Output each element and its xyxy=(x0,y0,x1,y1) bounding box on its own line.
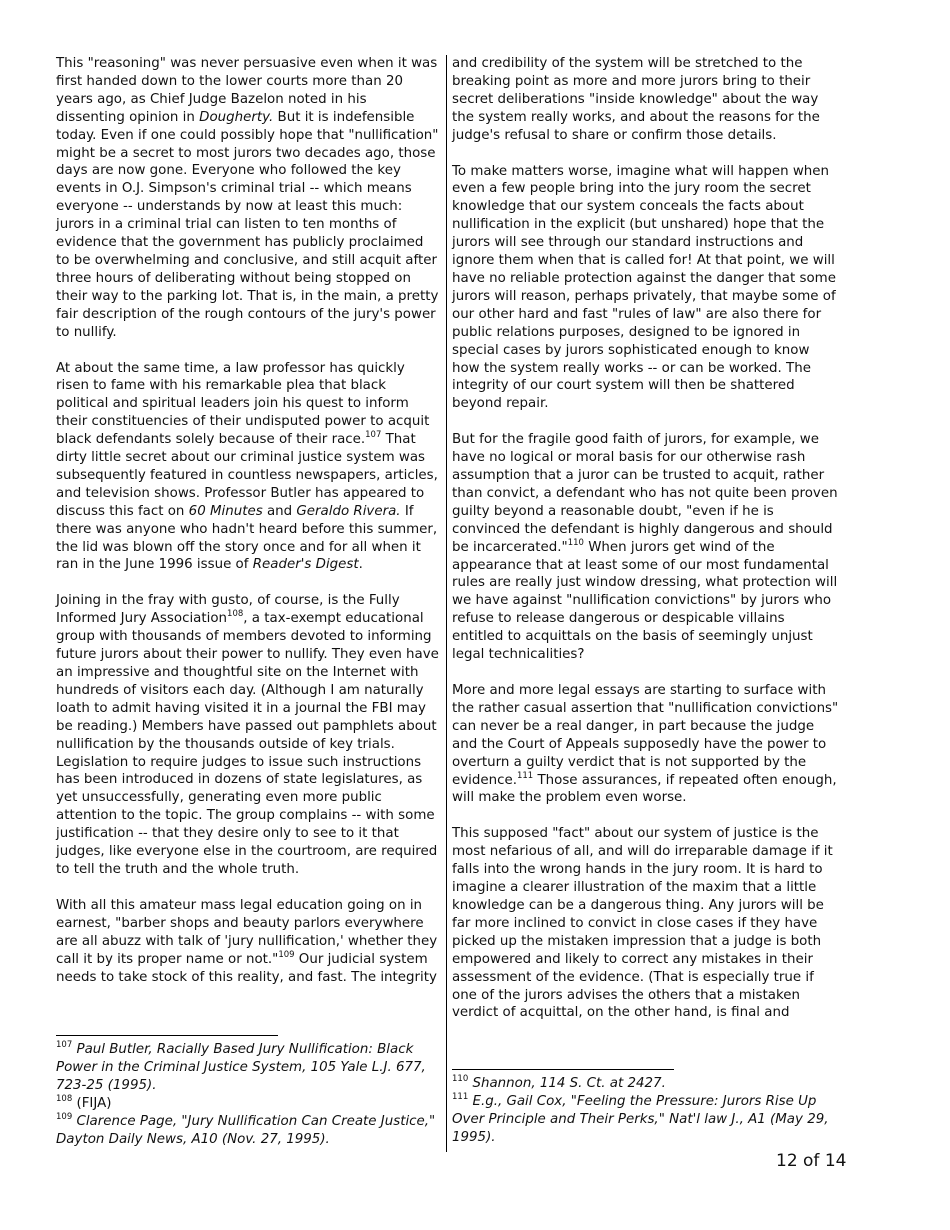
paragraph: At about the same time, a law professor has quickly risen to fame with his remarkable plea that black political and spiritual leaders join his quest to inform their constituencies of their undisputed power to acquit black defendants solely because of their race.$^{107}$ That dirty little secret about our criminal justice system was subsequently featured in countless newspapers, articles, and television shows. Professor Butler has appeared to discuss this fact on 60 Minutes and Geraldo Rivera. If there was anyone who hadn't heard before this summer, the lid was blown off the story once and for all when it ran in the June 1996 issue of Reader's Digest. xyxy=(56,360,438,573)
paragraph: More and more legal essays are starting to surface with the rather casual assertion that "nullification convictions" can never be a real danger, in part because the judge and the Court of Appeals supposedly have the power to overturn a guilty verdict that is not supported by the evidence.$^{111}$ Those assurances, if repeated often enough, will make the problem even worse. xyxy=(452,683,839,806)
paragraph: and credibility of the system will be stretched to the breaking point as more and more jurors bring to their secret deliberations "inside knowledge" about the way the system really works, and about the reasons for the judge's refusal to share or confirm those details. xyxy=(452,56,820,143)
footnote-rule xyxy=(452,1069,674,1070)
footnotes-right xyxy=(452,1069,842,1147)
footnote: $^{110}$ Shannon, 114 S. Ct. at 2427. xyxy=(452,1074,666,1091)
paragraph: Joining in the fray with gusto, of course, is the Fully Informed Jury Association$^{108}$, a tax-exempt educational group with thousands of members devoted to informing future jurors about their power to nullify. They even have an impressive and thoughtful site on the Internet with hundreds of visitors each day. (Although I am naturally loath to admit having visited it in a journal the FBI may be reading.) Members have passed out pamphlets about nullification by the thousands outside of key trials. Legislation to require judges to issue such instructions has been introduced in dozens of state legislatures, as yet unsuccessfully, generating even more public attention to the topic. The group complains -- with some justification -- that they desire only to see to it that judges, like everyone else in the courtroom, are required to tell the truth and the whole truth. xyxy=(56,593,439,877)
paragraph: With all this amateur mass legal education going on in earnest, "barber shops and beauty parlors everywhere are all abuzz with talk of 'jury nullification,' whether they call it by its proper name or not."$^{109}$ Our judicial system needs to take stock of this reality, and fast. The integrity xyxy=(56,897,438,985)
footnote-ref[interactable]: 107 xyxy=(365,430,382,441)
footnote-ref[interactable]: 109 xyxy=(278,949,295,960)
right-column xyxy=(452,55,840,1040)
paragraph: This "reasoning" was never persuasive even when it was first handed down to the lower courts more than 20 years ago, as Chief Judge Bazelon noted in his dissenting opinion in Dougherty. But it is indefensible today. Even if one could possibly hope that "nullification" might be a secret to most jurors two decades ago, those days are now gone. Everyone who followed the key events in O.J. Simpson's criminal trial -- which means everyone -- understands by now at least this much: jurors in a criminal trial can listen to ten months of evidence that the government has publicly proclaimed to be overwhelming and conclusive, and still acquit after three hours of deliberating without being stopped on their way to the parking lot. That is, in the main, a pretty fair description of the rough contours of the jury's power to nullify. xyxy=(56,56,439,340)
footnote-rule xyxy=(56,1035,278,1036)
paragraph: But for the fragile good faith of jurors, for example, we have no logical or moral basis for our otherwise rash assumption that a juror can be trusted to acquit, rather than convict, a defendant who has not quite been proven guilty beyond a reasonable doubt, "even if he is convinced the defendant is highly dangerous and should be incarcerated."$^{110}$ When jurors get wind of the appearance that at least some of our most fundamental rules are really just window dressing, what protection will we have against "nullification convictions" by jurors who refuse to release dangerous or despicable villains entitled to acquittals on the basis of seemingly unjust legal technicalities? xyxy=(452,432,838,663)
footnote: $^{111}$ E.g., Gail Cox, "Feeling the Pressure: Jurors Rise Up Over Principle and Their Perks," Nat'l law J., A1 (May 29, 1995). xyxy=(452,1091,829,1145)
footnote-ref[interactable]: 111 xyxy=(516,770,534,781)
footnote-ref[interactable]: 108 xyxy=(227,609,244,620)
footnote-ref[interactable]: 110 xyxy=(567,537,584,548)
footnote: $^{109}$ Clarence Page, "Jury Nullification Can Create Justice," Dayton Daily News, A10 (Nov. 27, 1995). xyxy=(56,1111,436,1147)
footnote: $^{107}$ Paul Butler, Racially Based Jury Nullification: Black Power in the Criminal Justice System, 105 Yale L.J. 677, 723-25 (1995). xyxy=(56,1040,426,1093)
footnote: $^{108}$ (FIJA) xyxy=(56,1093,112,1111)
left-column xyxy=(56,55,439,1004)
footnotes-left xyxy=(56,1035,441,1148)
paragraph: This supposed "fact" about our system of justice is the most nefarious of all, and will do irreparable damage if it falls into the wrong hands in the jury room. It is hard to imagine a clearer illustration of the maxim that a little knowledge can be a dangerous thing. Any jurors will be far more inclined to convict in close cases if they have picked up the mistaken impression that a judge is both empowered and likely to correct any mistakes in their assessment of the evidence. (That is especially true if one of the jurors advises the others that a mistaken verdict of acquittal, on the other hand, is final and xyxy=(452,826,833,1021)
column-divider xyxy=(446,55,447,1152)
page-number: 12 of 14 xyxy=(776,1151,847,1171)
paragraph: To make matters worse, imagine what will happen when even a few people bring into the jury room the secret knowledge that our system conceals the facts about nullification in the explicit (but unshared) hope that the jurors will see through our standard instructions and ignore them when that is called for! At that point, we will have no reliable protection against the danger that some jurors will reason, perhaps privately, that maybe some of our other hard and fast "rules of law" are also there for public relations purposes, designed to be ignored in special cases by jurors sophisticated enough to know how the system really works -- or can be worked. The integrity of our court system will then be shattered beyond repair. xyxy=(452,163,836,412)
